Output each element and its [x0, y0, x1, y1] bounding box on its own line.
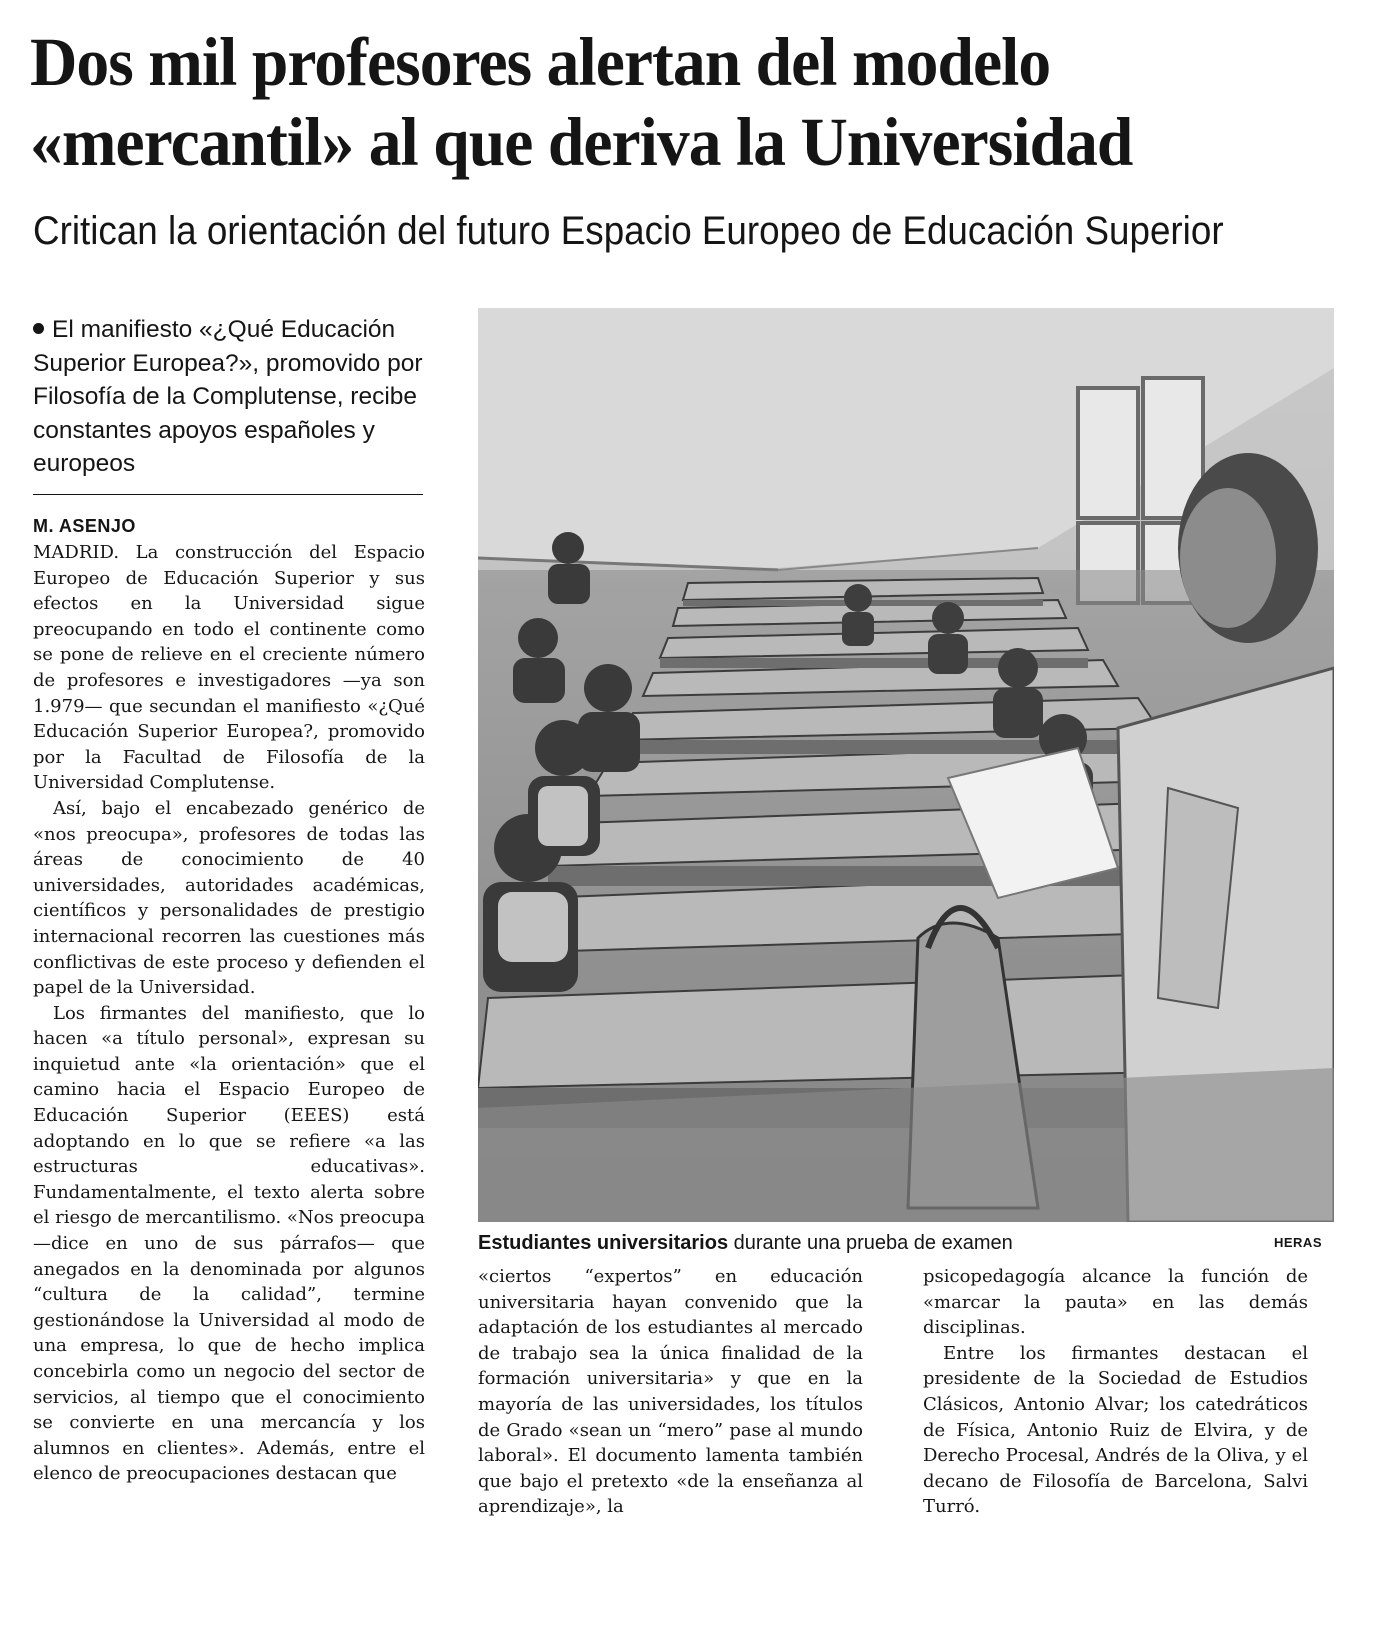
paragraph-2: Así, bajo el encabezado genérico de «nos preocupa», profesores de todas las áreas de conocimiento de 40 universidades, autoridades académicas, científicos y personalidades de prestigio internacional recorren las cuestiones más conflictivas de este proceso y defienden el papel de la Universidad.	[33, 797, 425, 999]
subheadline: Critican la orientación del futuro Espacio Europeo de Educación Superior	[33, 209, 1224, 253]
byline: M. ASENJO	[33, 516, 136, 536]
paragraph-3: Los firmantes del manifiesto, que lo hacen «a título personal», expresan su inquietud ante «la orientación» que el camino hacia el Espacio Europeo de Educación Superior (EEES) está adoptando en lo que se refiere «a las estructuras educativas». Fundamentalmente, el texto alerta sobre el riesgo de mercantilismo. «Nos preocupa —dice en uno de sus párrafos— que anegados en la denominada por algunos “cultura de la calidad”, termine gestionándose la Universidad al modo de una empresa, lo que de hecho implica concebirla como un negocio del sector de servicios, al tiempo que el conocimiento se convierte en una mercancía y los alumnos en clientes». Además, entre el elenco de preocupaciones destacan que	[33, 1002, 425, 1485]
caption-text: durante una prueba de examen	[733, 1232, 1013, 1254]
classroom-photo	[478, 308, 1334, 1222]
paragraph-1: MADRID. La construcción del Espacio Europeo de Educación Superior y sus efectos en la Universidad sigue preocupando en todo el continente como se pone de relieve en el creciente número de profesores e investigadores —ya son 1.979— que secundan el manifiesto «¿Qué Educación Superior Europea?, promovido por la Facultad de Filosofía de la Universidad Complutense.	[33, 542, 425, 794]
paragraph-6: Entre los firmantes destacan el presidente de la Sociedad de Estudios Clásicos, Antonio Alvar; los catedráticos de Física, Antonio Ruiz de Elvira, y de Derecho Procesal, Andrés de la Oliva, y el decano de Filosofía de Barcelona, Salvi Turró.	[923, 1342, 1308, 1518]
summary-text: El manifiesto «¿Qué Educación Superior Europea?», promovido por Filosofía de la Complutense, recibe constantes apoyos españoles y europeos	[33, 316, 423, 477]
headline	[30, 22, 1284, 182]
summary-box	[33, 313, 425, 481]
paragraph-4: «ciertos “expertos” en educación universitaria hayan convenido que la adaptación de los estudiantes al mercado de trabajo sea la única finalidad de la formación universitaria» y que en la mayoría de las universidades, los títulos de Grado «sean un “mero” pase al mundo laboral». El documento lamenta también que bajo el pretexto «de la enseñanza al aprendizaje», la	[478, 1266, 863, 1518]
column-1	[33, 512, 425, 1487]
headline-line-2: «mercantil» al que deriva la Universidad	[30, 104, 1133, 180]
column-3	[923, 1264, 1308, 1520]
caption-strong: Estudiantes universitarios	[478, 1232, 729, 1254]
summary-divider	[33, 494, 423, 495]
paragraph-5: psicopedagogía alcance la función de «marcar la pauta» en las demás disciplinas.	[923, 1266, 1308, 1339]
headline-line-1: Dos mil profesores alertan del modelo	[30, 24, 1051, 100]
bullet-icon	[33, 323, 44, 334]
column-2	[478, 1264, 863, 1520]
photo-credit: HERAS	[1273, 1235, 1322, 1250]
photo-caption	[478, 1228, 1334, 1258]
